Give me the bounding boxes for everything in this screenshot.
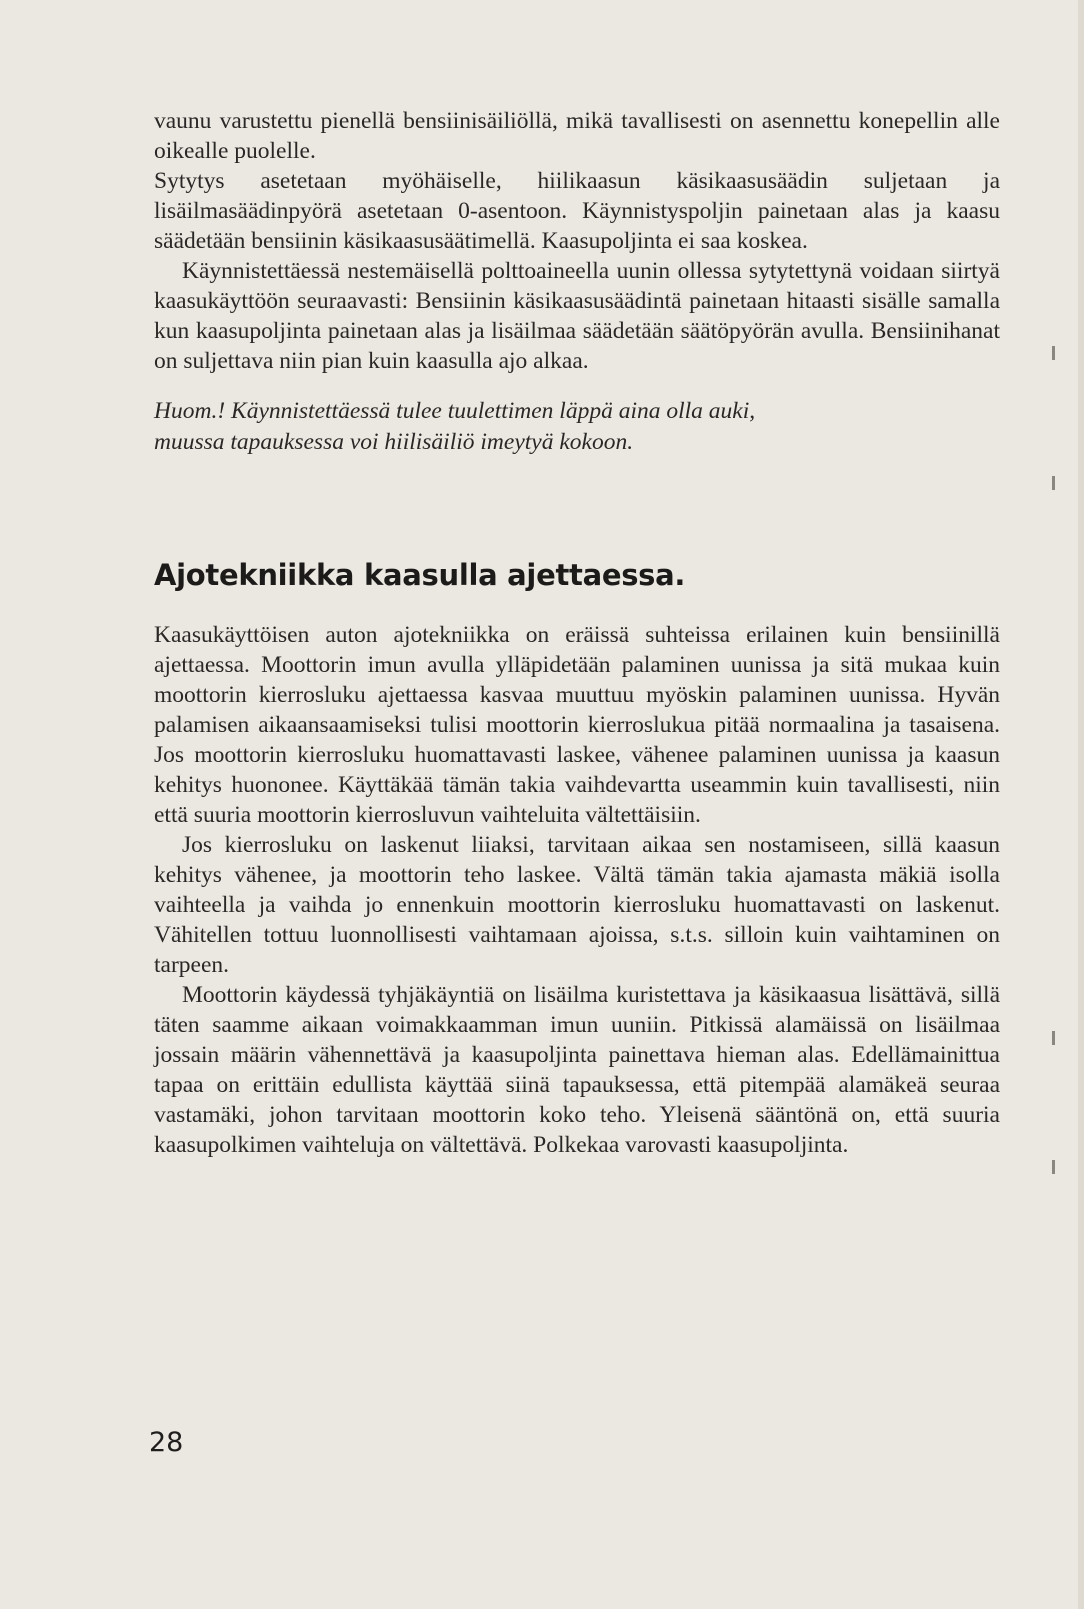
scan-edge-mark xyxy=(1052,346,1055,360)
scan-edge-mark xyxy=(1052,1031,1055,1045)
section-paragraph-1: Kaasukäyttöisen auton ajotekniikka on eräissä suhteissa erilainen kuin bensiinillä ajettaessa. Moottorin imun avulla ylläpidetään palaminen uunissa ja sitä mukaa kuin moottorin kierrosluku ajettaessa kasvaa muuttuu myöskin palaminen uunissa. Hyvän palamisen aikaansaamiseksi tulisi moottorin kierroslukua pitää normaalina ja tasaisena. Jos moottorin kierrosluku huomattavasti laskee, vähenee palaminen uunissa ja kaasun kehitys huononee. Käyttäkää tämän takia vaihdevartta useammin kuin tavallisesti, niin että suuria moottorin kierrosluvun vaihteluita vältettäisiin. xyxy=(154,622,1000,828)
section-body xyxy=(154,620,1000,1160)
paragraph-3: Käynnistettäessä nestemäisellä polttoaineella uunin ollessa sytytettynä voidaan siirtyä kaasukäyttöön seuraavasti: Bensiinin käsikaasusäädintä painetaan hitaasti sisälle samalla kun kaasupoljinta painetaan alas ja lisäilmaa säädetään säätöpyörän avulla. Bensiinihanat on suljettava niin pian kuin kaasulla ajo alkaa. xyxy=(154,258,1000,374)
scan-edge-mark xyxy=(1052,1160,1055,1174)
paragraph-1: vaunu varustettu pienellä bensiinisäiliöllä, mikä tavallisesti on asennettu konepellin alle oikealle puolelle. xyxy=(154,108,1000,164)
scan-edge-mark xyxy=(1052,476,1055,490)
warning-note xyxy=(154,396,1000,458)
note-line-2: muussa tapauksessa voi hiilisäiliö imeytyä kokoon. xyxy=(154,429,634,455)
intro-text xyxy=(154,106,1000,376)
section-heading: Ajotekniikka kaasulla ajettaessa. xyxy=(154,558,686,592)
section-paragraph-2: Jos kierrosluku on laskenut liiaksi, tarvitaan aikaa sen nostamiseen, sillä kaasun kehitys vähenee, ja moottorin teho laskee. Vältä tämän takia ajamasta mäkiä isolla vaihteella ja vaihda jo ennenkuin moottorin kierrosluku huomattavasti on laskenut. Vähitellen tottuu luonnollisesti vaihtamaan ajoissa, s.t.s. silloin kuin vaihtaminen on tarpeen. xyxy=(154,832,1000,978)
page-content xyxy=(154,106,1000,1160)
note-line-1: Huom.! Käynnistettäessä tulee tuulettimen läppä aina olla auki, xyxy=(154,398,756,424)
paragraph-2: Sytytys asetetaan myöhäiselle, hiilikaasun käsikaasusäädin suljetaan ja lisäilmasäädinpyörä asetetaan 0-asentoon. Käynnistyspoljin painetaan alas ja kaasu säädetään bensiinin käsikaasusäätimellä. Kaasupoljinta ei saa koskea. xyxy=(154,168,1000,254)
page-number: 28 xyxy=(149,1427,184,1458)
section-paragraph-3: Moottorin käydessä tyhjäkäyntiä on lisäilma kuristettava ja käsikaasua lisättävä, sillä täten saamme aikaan voimakkaamman imun uuniin. Pitkissä alamäissä on lisäilmaa jossain määrin vähennettävä ja kaasupoljinta painettava hieman alas. Edellämainittua tapaa on erittäin edullista käyttää siinä tapauksessa, että pitempää alamäkeä seuraa vastamäki, johon tarvitaan moottorin koko teho. Yleisenä sääntönä on, että suuria kaasupolkimen vaihteluja on vältettävä. Polkekaa varovasti kaasupoljinta. xyxy=(154,982,1000,1158)
